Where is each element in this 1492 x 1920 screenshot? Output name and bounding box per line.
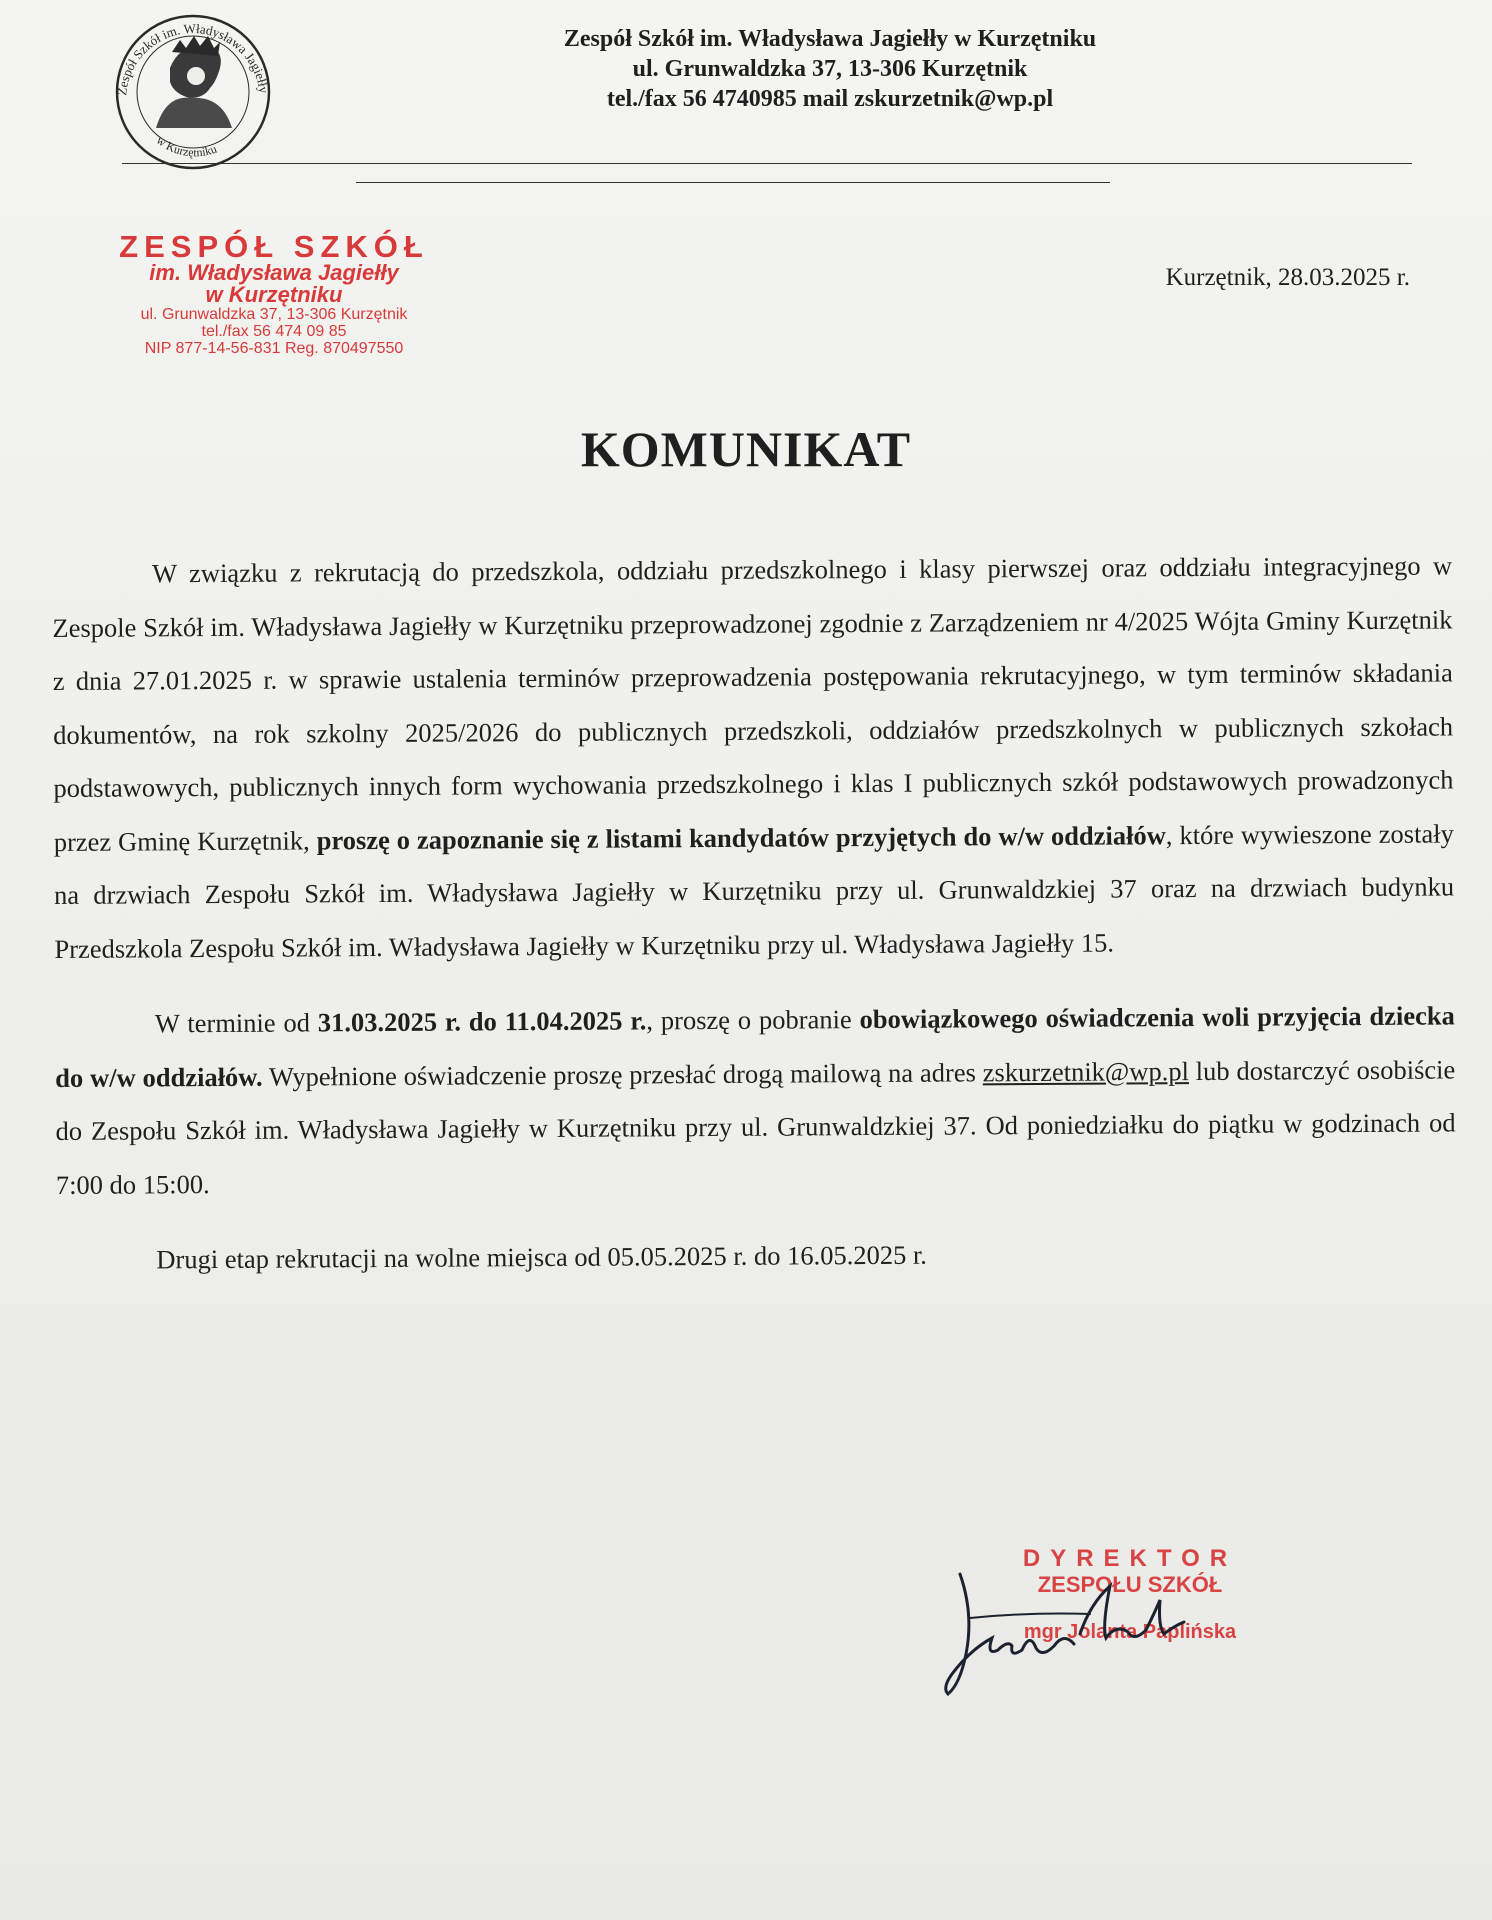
paragraph-1-text-a: W związku z rekrutacją do przedszkola, oddziału przedszkolnego i klasy pierwszej oraz oddziału integracyjnego w Zespole Szkół im. Władysława Jagiełły w Kurzętniku przeprowadzonej zgodnie z Zarządzeniem nr 4/2025 Wójta Gminy Kurzętnik z dnia 27.01.2025 r. w sprawie ustalenia terminów przeprowadzenia postępowania rekrutacyjnego, w tym terminów składania dokumentów, na rok szkolny 2025/2026 do publicznych przedszkoli, oddziałów przedszkolnych w publicznych szkołach podstawowych, publicznych innych form wychowania przedszkolnego i klas I publicznych szkół podstawowych prowadzonych przez Gminę Kurzętnik, [52, 550, 1454, 857]
handwritten-signature-icon [930, 1560, 1260, 1710]
document-date: Kurzętnik, 28.03.2025 r. [1165, 264, 1410, 291]
paragraph-2-text-d: lub dostarczyć osobiście do Zespołu Szkół im. Władysława Jagiełły w Kurzętniku przy ul. Grunwaldzkiej 37. Od poniedziałku do piątku w godzinach od 7:00 do 15:00. [55, 1053, 1456, 1200]
paragraph-3: Drugi etap rekrutacji na wolne miejsca od 05.05.2025 r. do 16.05.2025 r. [156, 1239, 927, 1275]
header-divider-short [356, 182, 1110, 183]
email-link[interactable]: zskurzetnik@wp.pl [982, 1055, 1190, 1087]
document-title: KOMUNIKAT [580, 421, 912, 477]
seal-bottom-text: w Kurzętniku [153, 133, 219, 160]
stamp-line-1: ZESPÓŁ SZKÓŁ [119, 229, 429, 264]
paragraph-1-bold: proszę o zapoznanie się z listami kandydatów przyjętych do w/w oddziałów [316, 819, 1166, 855]
stamp-line-3: w Kurzętniku [205, 282, 343, 307]
seal-ring-text: Zespół Szkół im. Władysława Jagiełły [114, 20, 272, 97]
stamp-line-2: im. Władysława Jagiełły [149, 260, 399, 285]
director-school: ZESPOŁU SZKÓŁ [1037, 1572, 1223, 1597]
school-stamp [104, 229, 444, 357]
paragraph-1 [52, 539, 1455, 976]
paragraph-2-text-a: W terminie od [154, 1007, 318, 1039]
paragraph-2-text-b: , proszę o pobranie [646, 1004, 860, 1036]
school-name: Zespół Szkół im. Władysława Jagiełły w Kurzętniku [563, 26, 1097, 52]
document-body [52, 539, 1456, 1287]
school-contact: tel./fax 56 4740985 mail zskurzetnik@wp.pl [606, 86, 1054, 112]
declaration-name: obowiązkowego oświadczenia woli przyjęcia dziecka do w/w oddziałów. [55, 1000, 1455, 1093]
paragraph-2-text-c: Wypełnione oświadczenie proszę przesłać drogą mailową na adres [262, 1056, 983, 1092]
header-divider [122, 163, 1412, 164]
letterhead [380, 24, 1280, 114]
paragraph-1-text-b: , które wywieszone zostały na drzwiach Zespołu Szkół im. Władysława Jagiełły w Kurzętniku przy ul. Grunwaldzkiej 37 oraz na drzwiach budynku Przedszkola Zespołu Szkół im. Władysława Jagiełły w Kurzętniku przy ul. Władysława Jagiełły 15. [54, 817, 1455, 964]
paragraph-2 [55, 989, 1456, 1212]
director-title: DYREKTOR [1022, 1545, 1238, 1572]
director-name: mgr Jolanta Paplińska [1023, 1621, 1237, 1643]
stamp-line-6: NIP 877-14-56-831 Reg. 870497550 [144, 340, 404, 357]
school-seal-icon [100, 8, 286, 170]
stamp-line-5: tel./fax 56 474 09 85 [201, 323, 347, 340]
school-address: ul. Grunwaldzka 37, 13-306 Kurzętnik [632, 56, 1028, 82]
deadline-dates: 31.03.2025 r. do 11.04.2025 r. [317, 1005, 647, 1038]
stamp-line-4: ul. Grunwaldzka 37, 13-306 Kurzętnik [140, 306, 408, 323]
